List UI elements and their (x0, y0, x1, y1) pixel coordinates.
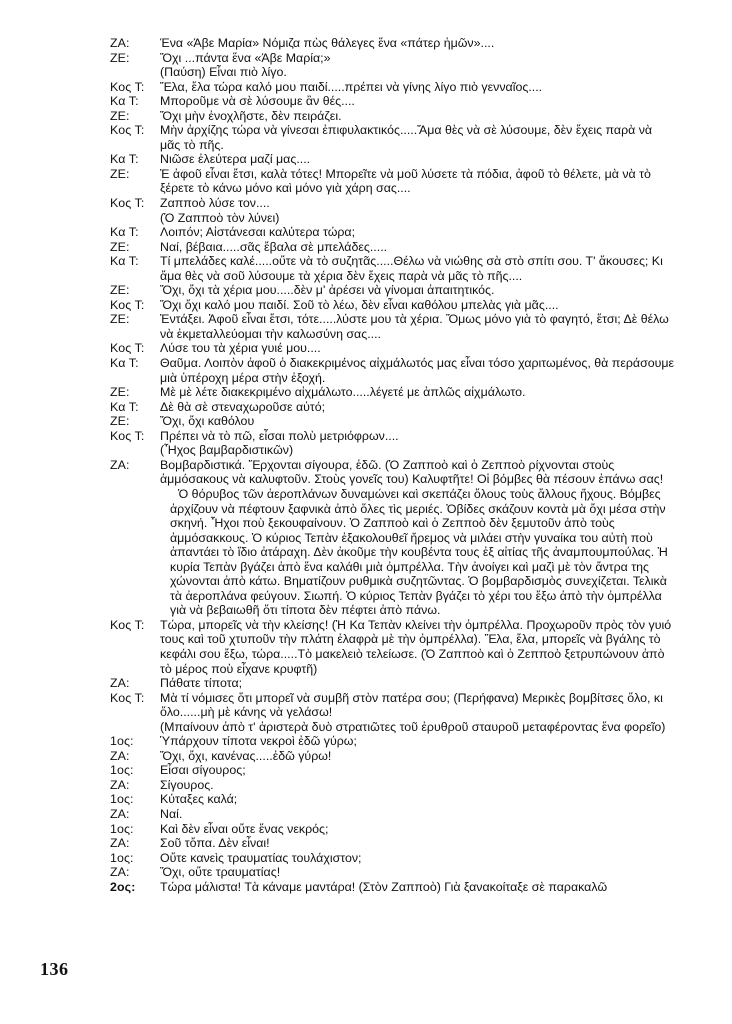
speaker-label: Κος Τ: (110, 690, 145, 705)
dialogue-line (0, 152, 732, 167)
dialogue-text: Θαῦμα. Λοιπὸν ἀφοῦ ὁ διακεκριμένος αἰχμάλωτός μας εἶναι τόσο χαριτωμένος, θὰ περάσουμε μιὰ ὑπέροχη μέρα στὴν ἐξοχή. (160, 356, 675, 385)
stage-direction-text: (Μπαίνουν ἀπὸ τ' ἀριστερὰ δυὸ στρατιῶτες τοῦ ἐρυθροῦ σταυροῦ μεταφέροντας ἕνα φορεῖο) (160, 719, 666, 734)
page-number: 136 (40, 959, 69, 979)
dialogue-line (0, 822, 732, 837)
dialogue-line (0, 734, 732, 749)
speaker-label: 1ος: (110, 850, 134, 865)
dialogue-text: Νιῶσε ἐλεύτερα μαζί μας.... (160, 152, 311, 167)
dialogue-text: Εἶσαι σίγουρος; (160, 763, 246, 778)
dialogue-line (0, 865, 732, 880)
dialogue-text: Τί μπελάδες καλέ.....οὔτε νὰ τὸ συζητᾶς.....Θέλω νὰ νιώθης σὰ στὸ σπίτι σου. Τ' ἄκουσες; Κι ἄμα θὲς νὰ σοῦ λύσουμε τὰ χέρια δὲν ἔχεις παρὰ νὰ μᾶς τὸ πῆς.... (160, 254, 663, 283)
dialogue-text: Ναί, βέβαια.....σᾶς ἔβαλα σὲ μπελάδες..... (160, 239, 388, 254)
dialogue-line (0, 414, 732, 429)
speaker-label: Κα Τ: (110, 254, 139, 269)
dialogue-text: Ἔλα, ἔλα τώρα καλό μου παιδί.....πρέπει νὰ γίνης λίγο πιὸ γενναῖος.... (160, 79, 543, 94)
speaker-label: ZA: (110, 806, 130, 821)
speaker-label: Κα Τ: (110, 152, 139, 167)
speaker-label: Κος Τ: (110, 79, 145, 94)
speaker-label: ZE: (110, 50, 130, 65)
dialogue-line (0, 167, 732, 196)
speaker-label: Κος Τ: (110, 123, 145, 138)
dialogue-line (0, 356, 732, 385)
dialogue-text: Ἐ ἀφοῦ εἶναι ἔτσι, καλὰ τότες! Μπορεῖτε νὰ μοῦ λύσετε τὰ πόδια, ἀφοῦ τὸ θέλετε, μὰ νὰ τὸ ξέρετε τὸ κάνω μόνο καὶ μόνο γιὰ χάρη σας.... (160, 166, 651, 196)
speaker-label: ZE: (110, 385, 130, 400)
dialogue-text: Οὔτε κανεὶς τραυματίας τουλάχιστον; (160, 850, 362, 865)
dialogue-text: Ὄχι ...πάντα ἕνα «Άβε Μαρία;» (160, 50, 331, 65)
speaker-label: ZA: (110, 676, 130, 691)
speaker-label: ZE: (110, 414, 130, 429)
dialogue-line (0, 676, 732, 691)
dialogue-line (0, 429, 732, 444)
speaker-label: Κα Τ: (110, 94, 139, 109)
dialogue-line (0, 400, 732, 415)
dialogue-line (0, 123, 732, 152)
speaker-label: Κος Τ: (110, 428, 145, 443)
dialogue-text: Κύταξες καλά; (160, 792, 238, 807)
dialogue-line (0, 254, 732, 283)
dialogue-text: Ένα «Άβε Μαρία» Νόμιζα πὼς θάλεγες ἕνα «πάτερ ἡμῶν».... (160, 36, 495, 50)
stage-direction-paragraph (0, 487, 732, 618)
dialogue-line (0, 36, 732, 51)
speaker-label: ZA: (110, 748, 130, 763)
dialogue-text: Ὄχι μὴν ἐνοχλῆστε, δὲν πειράζει. (160, 108, 342, 123)
dialogue-text: Ὄχι, ὄχι καθόλου (160, 414, 255, 429)
dialogue-text: Λοιπόν; Αἰστάνεσαι καλύτερα τώρα; (160, 225, 356, 240)
speaker-label: ZE: (110, 312, 130, 327)
dialogue-text: Τώρα μάλιστα! Τὰ κάναμε μαντάρα! (Στὸν Ζαπποὸ) Γιὰ ξανακοίταξε σὲ παρακαλῶ (160, 879, 608, 894)
speaker-label: ZA: (110, 865, 130, 880)
dialogue-text: Ὄχι, ὄχι τὰ χέρια μου.....δὲν μ' ἀρέσει νὰ γίνομαι ἀπαιτητικός. (160, 283, 495, 298)
dialogue-line (0, 851, 732, 866)
dialogue-line (0, 807, 732, 822)
stage-direction (0, 211, 732, 226)
speaker-label: Κος Τ: (110, 297, 145, 312)
dialogue-text: Ναί. (160, 806, 183, 821)
speaker-label: 1ος: (110, 792, 134, 807)
dialogue-line (0, 312, 732, 341)
speaker-label: Κα Τ: (110, 225, 139, 240)
stage-direction-text: Ὁ θόρυβος τῶν ἀεροπλάνων δυναμώνει καὶ σκεπάζει ὅλους τοὺς ἄλλους ἤχους. Βόμβες ἀρχίζουν νὰ πέφτουν ξαφνικὰ ἀπὸ ὅλες τὶς μεριές. Ὀβίδες σκάζουν κοντὰ μὰ ὄχι μέσα στὴν σκηνή. Ἦχοι ποὺ ξεκουφαίνουν. Ὁ Ζαπποὸ καὶ ὁ Ζεπποὸ δὲν ξεμυτοῦν ἀπὸ τοὺς ἀμμόσακκους. Ὁ κύριος Τεπὰν ἐξακολουθεῖ ἤρεμος νὰ μιλάει στὴν γυναίκα του αὐτὴ ποὺ ἀπαντάει τὸ ἴδιο ἀτάραχη. Δὲν ἀκοῦμε τὴν κουβέντα τους ἐξ αἰτίας τῆς ἀναμπουμπούλας. Ἡ κυρία Τεπὰν βγάζει ἀπὸ ἕνα καλάθι μιὰ ὀμπρέλλα. Τὴν ἀνοίγει καὶ μαζὶ μὲ τὸν ἄντρα της χώνονται ἀπὸ κάτω. Βηματίζουν ρυθμικὰ συζητῶντας. Ὁ βομβαρδισμὸς συνεχίζεται. Τελικὰ τὰ ἀεροπλάνα φεύγουν. Σιωπή. Ὁ κύριος Τεπὰν βγάζει τὸ χέρι του ἔξω ἀπὸ τὴν ὀμπρέλλα γιὰ νὰ βεβαιωθῆ ὅτι τίποτα δὲν πέφτει ἀπὸ πάνω. (170, 486, 668, 618)
speaker-label: Κα Τ: (110, 399, 139, 414)
stage-direction-text: (Παύση) Εἶναι πιὸ λίγο. (160, 65, 287, 80)
dialogue-line (0, 618, 732, 676)
dialogue-line (0, 109, 732, 124)
dialogue-text: Ζαπποὸ λύσε τον.... (160, 196, 270, 211)
speaker-label: ZE: (110, 108, 130, 123)
speaker-label: 2ος: (110, 879, 136, 894)
speaker-label: Κος Τ: (110, 617, 145, 632)
dialogue-text: Καὶ δὲν εἶναι οὔτε ἕνας νεκρός; (160, 821, 329, 836)
speaker-label: ZA: (110, 777, 130, 792)
dialogue-line (0, 240, 732, 255)
stage-direction (0, 443, 732, 458)
speaker-label: 1ος: (110, 763, 134, 778)
dialogue-line (0, 458, 732, 487)
speaker-label: Κος Τ: (110, 196, 145, 211)
dialogue-text: Πάθατε τίποτα; (160, 676, 243, 691)
dialogue-text: Ὄχι, ὄχι, κανένας.....ἐδῶ γύρω! (160, 748, 332, 763)
dialogue-text: Μποροῦμε νὰ σὲ λύσουμε ἂν θές.... (160, 94, 355, 109)
dialogue-text: Λύσε του τὰ χέρια γυιέ μου.... (160, 341, 321, 356)
dialogue-line (0, 880, 732, 895)
dialogue-line (0, 283, 732, 298)
dialogue-line (0, 225, 732, 240)
dialogue-text: Ἐντάξει. Ἀφοῦ εἶναι ἔτσι, τότε.....λύστε μου τὰ χέρια. Ὅμως μόνο γιὰ τὸ φαγητό, ἔτσι; Δὲ θέλω νὰ ἐκμεταλλεύομαι τὴν καλωσύνη σας.... (160, 312, 669, 341)
speaker-label: ZE: (110, 166, 130, 181)
dialogue-line (0, 94, 732, 109)
speaker-label: 1ος: (110, 734, 134, 749)
speaker-label: Κα Τ: (110, 356, 139, 371)
play-script (0, 36, 732, 894)
dialogue-text: Ὄχι, οὔτε τραυματίας! (160, 865, 281, 880)
speaker-label: 1ος: (110, 821, 134, 836)
dialogue-text: Μὰ τί νόμισες ὅτι μπορεῖ νὰ συμβῆ στὸν πατέρα σου; (Περήφανα) Μερικὲς βομβίτσες ὅλο, κι ὅλο......μὴ μὲ κάνης νὰ γελάσω! (160, 690, 663, 720)
dialogue-line (0, 298, 732, 313)
speaker-label: ZA: (110, 36, 130, 50)
dialogue-line (0, 385, 732, 400)
dialogue-text: Βομβαρδιστικά. Ἔρχονται σίγουρα, ἐδῶ. (Ὁ Ζαπποὸ καὶ ὁ Ζεπποὸ ρίχνονται στοὺς ἀμμόσακους νὰ καλυφτοῦν. Στοὺς γονεῖς του) Καλυφτῆτε! Οἱ βόμβες θὰ πέσουν ἐπάνω σας! (160, 457, 664, 487)
dialogue-line (0, 341, 732, 356)
speaker-label: ZE: (110, 283, 130, 298)
speaker-label: ZE: (110, 239, 130, 254)
dialogue-line (0, 51, 732, 66)
dialogue-line (0, 196, 732, 211)
dialogue-line (0, 691, 732, 720)
stage-direction (0, 720, 732, 735)
speaker-label: Κος Τ: (110, 341, 145, 356)
dialogue-text: Σοῦ τὄπα. Δὲν εἶναι! (160, 836, 270, 851)
dialogue-line (0, 778, 732, 793)
dialogue-text: Μὴν ἀρχίζης τώρα νὰ γίνεσαι ἐπιφυλακτικός.....Ἄμα θὲς νὰ σὲ λύσουμε, δὲν ἔχεις παρὰ νὰ μᾶς τὸ πῆς. (160, 123, 653, 152)
dialogue-text: Ὄχι ὄχι καλό μου παιδί. Σοῦ τὸ λέω, δὲν εἶναι καθόλου μπελὰς γιὰ μᾶς.... (160, 297, 559, 312)
dialogue-line (0, 792, 732, 807)
dialogue-text: Ὑπάρχουν τίποτα νεκροὶ ἐδῶ γύρω; (160, 734, 357, 749)
stage-direction-text: (Ἦχος βαμβαρδιστικῶν) (160, 443, 294, 458)
stage-direction (0, 65, 732, 80)
dialogue-text: Μὲ μὲ λέτε διακεκριμένο αἰχμάλωτο.....λέγετέ με ἁπλῶς αἰχμάλωτο. (160, 385, 526, 400)
speaker-label: ZA: (110, 457, 130, 472)
dialogue-line (0, 80, 732, 95)
dialogue-text: Πρέπει νὰ τὸ πῶ, εἶσαι πολὺ μετριόφρων.... (160, 428, 399, 443)
dialogue-text: Δὲ θὰ σὲ στεναχωροῦσε αὐτό; (160, 399, 326, 414)
stage-direction-text: (Ὁ Ζαπποὸ τὸν λύνει) (160, 210, 280, 225)
dialogue-line (0, 763, 732, 778)
speaker-label: ZA: (110, 836, 130, 851)
dialogue-text: Τώρα, μπορεῖς νὰ τὴν κλείσης! (Ἡ Κα Τεπὰν κλείνει τὴν ὀμπρέλλα. Προχωροῦν πρὸς τὸν γυιό τους καὶ τοῦ χτυποῦν τὴν πλάτη ἐλαφρὰ μὲ τὴν ὀμπρέλλα). Ἔλα, ἔλα, μπορεῖς νὰ βγάλης τὸ κεφάλι σου ἔξω, τώρα.....Τὸ μακελειὸ τελείωσε. (Ὁ Ζαπποὸ καὶ ὁ Ζεπποὸ ξετρυπώνουν ἀπὸ τὸ μέρος ποὺ εἶχανε κρυφτῆ) (160, 617, 672, 676)
dialogue-line (0, 749, 732, 764)
dialogue-line (0, 836, 732, 851)
dialogue-text: Σίγουρος. (160, 777, 214, 792)
